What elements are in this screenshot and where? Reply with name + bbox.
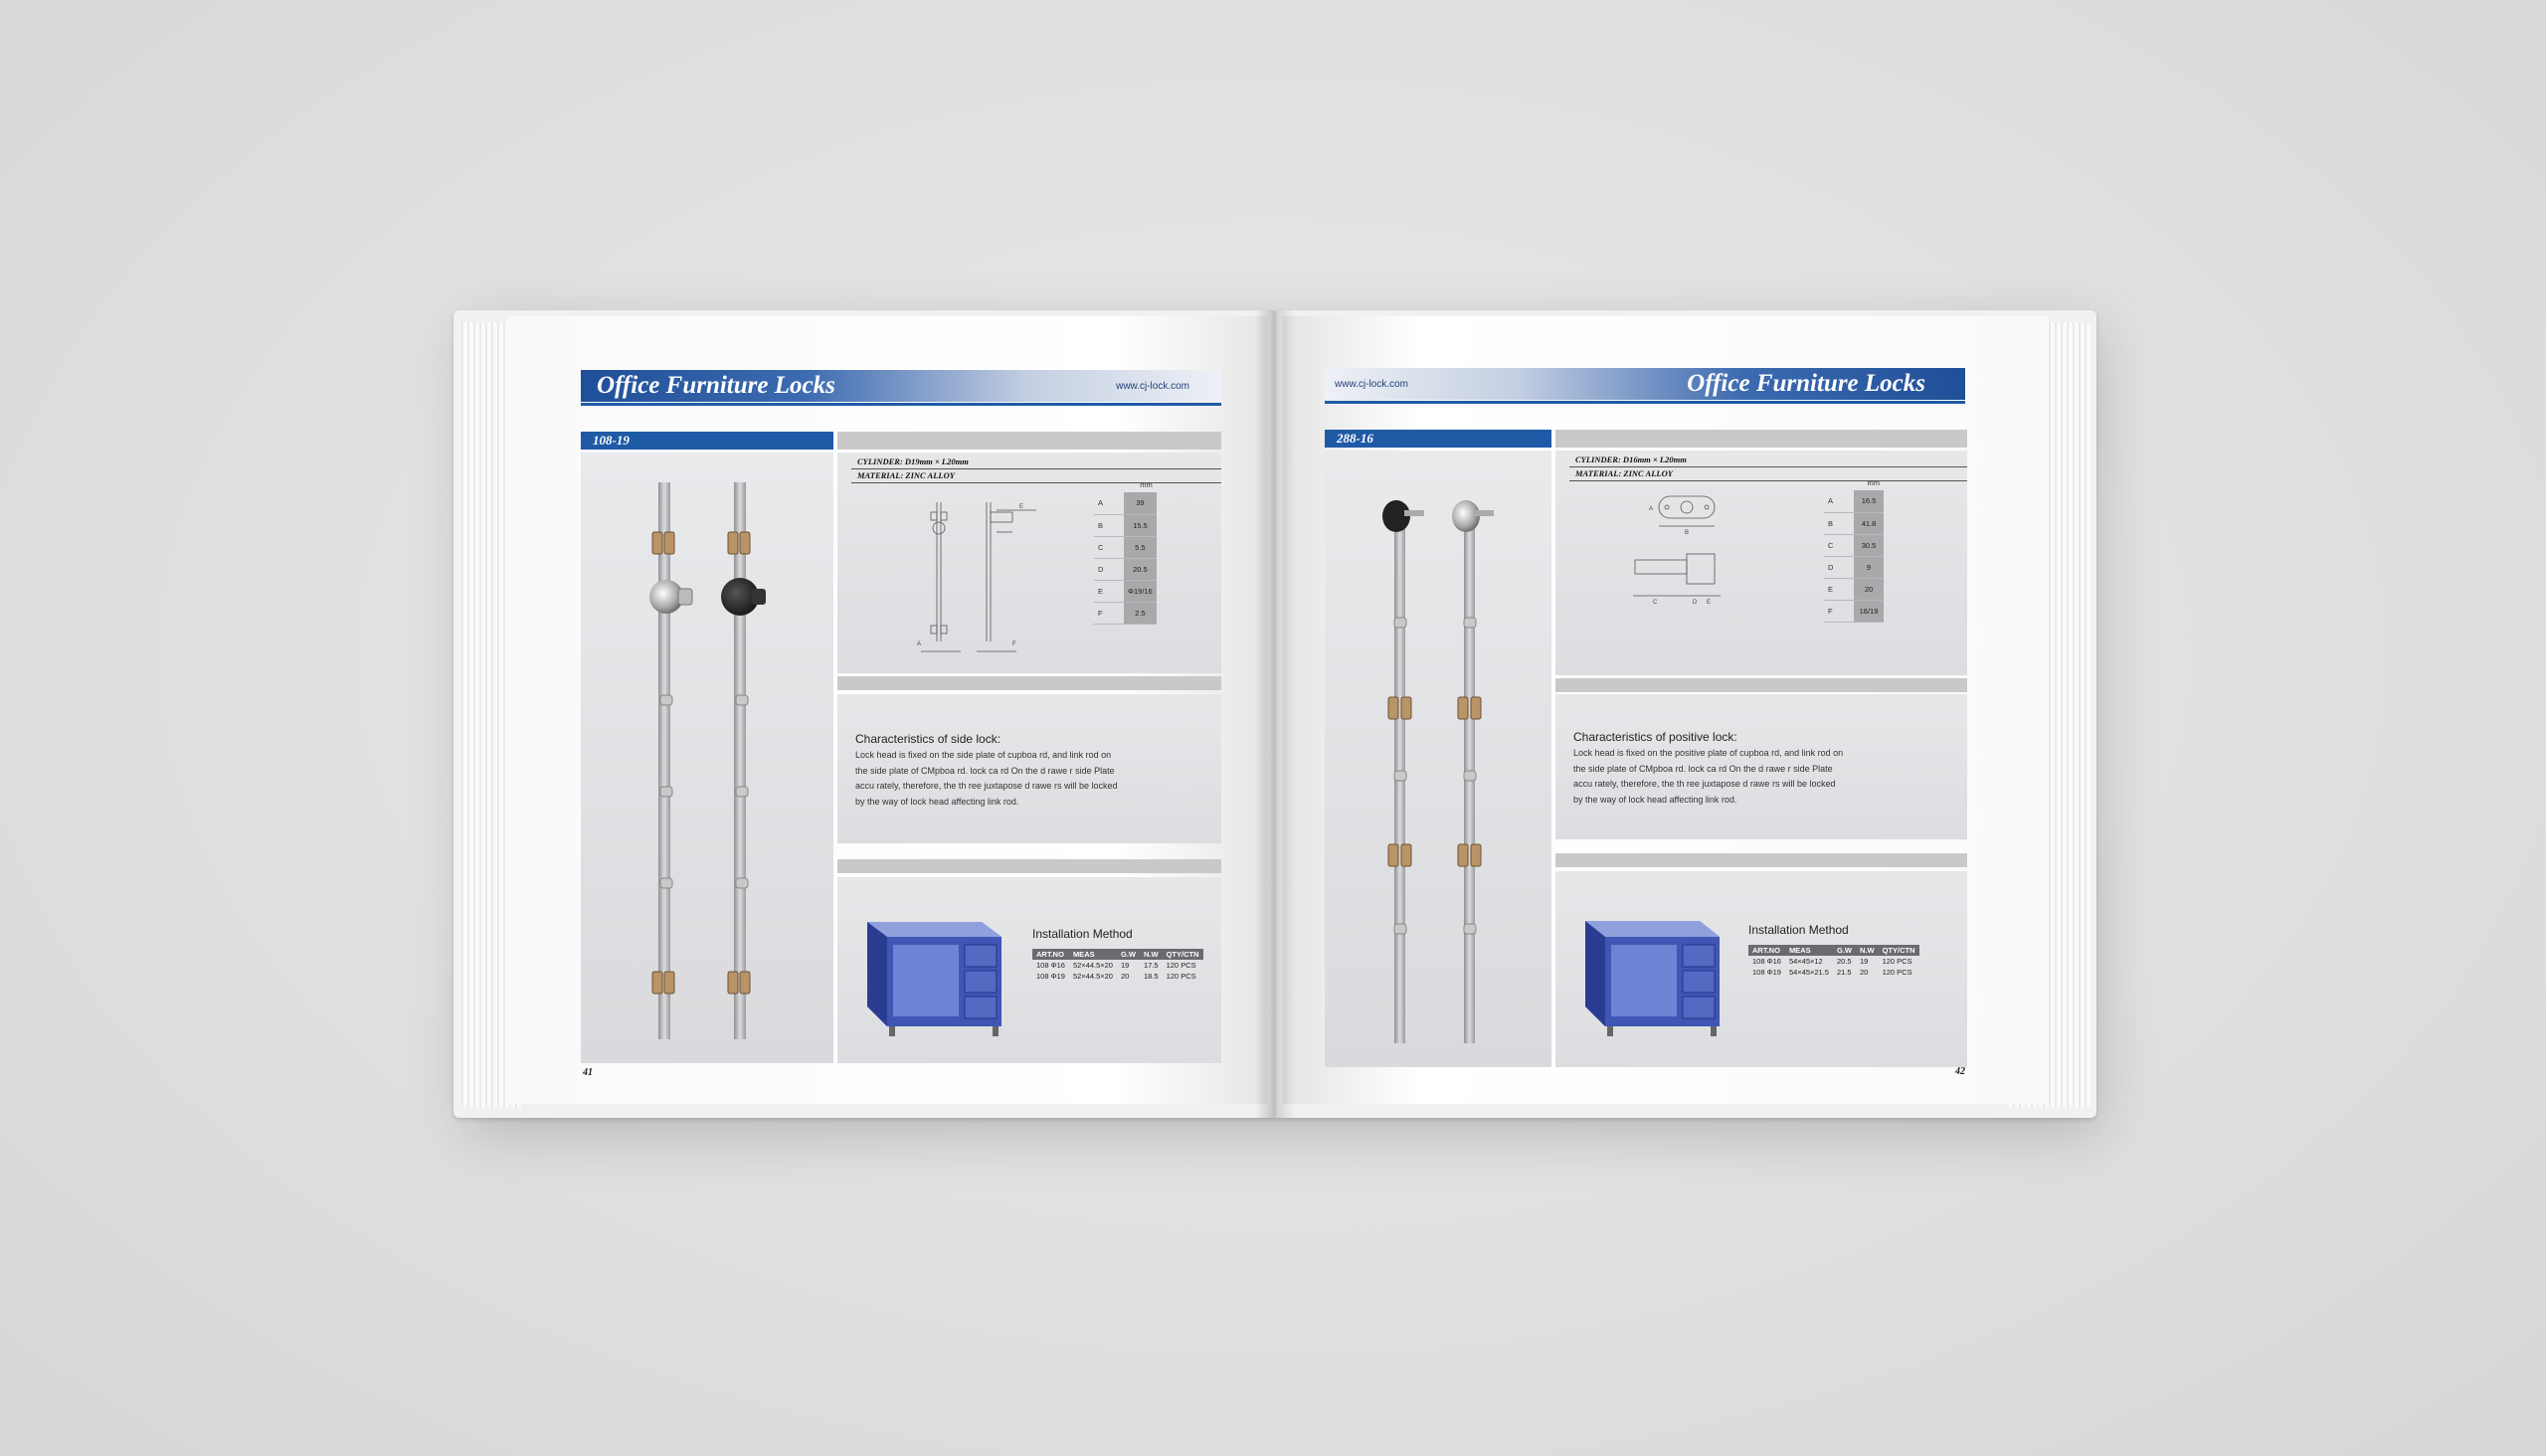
dim-row: F 2.5	[1094, 602, 1157, 624]
svg-text:A: A	[1649, 506, 1654, 512]
right-grey-bar	[1555, 430, 1967, 448]
right-product-code: 288-16	[1337, 431, 1373, 446]
left-product-table: ART.NO MEAS G.W N.W QTY/CTN 108 Φ16 52×44.5×20 19 17.5 120 PCS 108 Φ19 52×44.5×20 20 18.5 120 PCS	[1032, 949, 1203, 982]
left-cylinder-spec: CYLINDER: D19mm × L20mm	[857, 456, 969, 466]
left-divider-bar-2	[837, 859, 1221, 873]
svg-text:F: F	[1012, 641, 1016, 647]
dim-row: C 5.5	[1094, 536, 1157, 558]
right-spec-panel	[1555, 451, 1967, 675]
left-grey-bar	[837, 432, 1221, 450]
right-dims-unit: mm	[1867, 478, 1880, 487]
right-technical-drawing	[1555, 451, 1967, 675]
left-spec-panel	[837, 453, 1221, 673]
svg-text:E: E	[1707, 600, 1712, 606]
left-dimension-table	[1094, 480, 1157, 625]
dim-row: A 16.5	[1824, 490, 1884, 512]
right-lock-bars-illustration	[1325, 451, 1551, 1067]
left-product-code: 108-19	[593, 433, 630, 448]
right-install-title: Installation Method	[1748, 923, 1849, 937]
dim-row: B 41.8	[1824, 512, 1884, 534]
right-char-body: Lock head is fixed on the positive plate of cupboa rd, and link rod on the side plate of CMpboa rd. lock ca rd On the d rawe r side Plate accu rately, therefore, the th ree juxtapose d rawe rs will be locked by the way of lock head affecting link rod.	[1573, 748, 1844, 805]
right-characteristics-panel	[1555, 694, 1967, 839]
dim-row: D 20.5	[1094, 558, 1157, 580]
dim-row: E 20	[1824, 578, 1884, 600]
right-product-code-bar	[1325, 430, 1551, 448]
dim-row: B 15.5	[1094, 514, 1157, 536]
dim-row: D 9	[1824, 556, 1884, 578]
right-cylinder-spec: CYLINDER: D16mm × L20mm	[1575, 455, 1687, 464]
left-header-url: www.cj-lock.com	[1116, 381, 1189, 392]
svg-text:A: A	[917, 641, 922, 647]
table-row: 108 Φ19 52×44.5×20 20 18.5 120 PCS	[1036, 972, 1196, 981]
right-header	[1325, 368, 1965, 404]
right-page	[1283, 316, 2049, 1104]
left-header-title: Office Furniture Locks	[597, 372, 835, 399]
left-characteristics-panel	[837, 694, 1221, 843]
left-char-body: Lock head is fixed on the side plate of cupboa rd, and link rod on the side plate of CMpboa rd. lock ca rd On the d rawe r side Plate accu rately, therefore, the th ree juxtapose d rawe rs will be locked by the way of lock head affecting link rod.	[855, 750, 1118, 807]
right-divider-bar	[1555, 678, 1967, 692]
left-divider-bar	[837, 676, 1221, 690]
right-dimension-table	[1824, 478, 1884, 623]
dim-row: A 39	[1094, 492, 1157, 514]
left-technical-drawing	[837, 453, 1221, 673]
dim-row: F 16/19	[1824, 600, 1884, 622]
left-install-title: Installation Method	[1032, 927, 1133, 941]
svg-text:B: B	[1685, 530, 1690, 536]
book-spine	[1255, 310, 1295, 1118]
right-header-url: www.cj-lock.com	[1335, 379, 1408, 390]
right-page-number: 42	[1955, 1066, 1965, 1077]
left-page	[507, 316, 1267, 1104]
table-row: 108 Φ16 52×44.5×20 19 17.5 120 PCS	[1036, 961, 1196, 970]
svg-text:E: E	[1019, 504, 1024, 510]
left-product-code-bar	[581, 432, 833, 450]
left-char-title: Characteristics of side lock:	[855, 732, 1001, 746]
left-lock-bars-illustration	[581, 453, 833, 1063]
right-installation-panel	[1555, 871, 1967, 1067]
left-dims-unit: mm	[1140, 480, 1153, 489]
left-installation-panel	[837, 877, 1221, 1063]
svg-text:D: D	[1693, 600, 1698, 606]
left-header	[581, 370, 1221, 406]
dim-row: C 30.5	[1824, 534, 1884, 556]
left-material-spec: MATERIAL: ZINC ALLOY	[857, 470, 955, 480]
right-material-spec: MATERIAL: ZINC ALLOY	[1575, 468, 1673, 478]
right-product-photo	[1325, 451, 1551, 1067]
left-page-number: 41	[583, 1067, 593, 1078]
table-row: 108 Φ19 54×45×21.5 21.5 20 120 PCS	[1752, 968, 1912, 977]
right-divider-bar-2	[1555, 853, 1967, 867]
right-char-title: Characteristics of positive lock:	[1573, 730, 1737, 744]
dim-row: E Φ19/16	[1094, 580, 1157, 602]
table-row: 108 Φ16 54×45×12 20.5 19 120 PCS	[1752, 957, 1912, 966]
left-product-photo	[581, 453, 833, 1063]
right-product-table: ART.NO MEAS G.W N.W QTY/CTN 108 Φ16 54×45×12 20.5 19 120 PCS 108 Φ19 54×45×21.5 21.5 20 120 PCS	[1748, 945, 1919, 978]
right-header-title: Office Furniture Locks	[1687, 370, 1925, 397]
svg-text:C: C	[1653, 600, 1658, 606]
